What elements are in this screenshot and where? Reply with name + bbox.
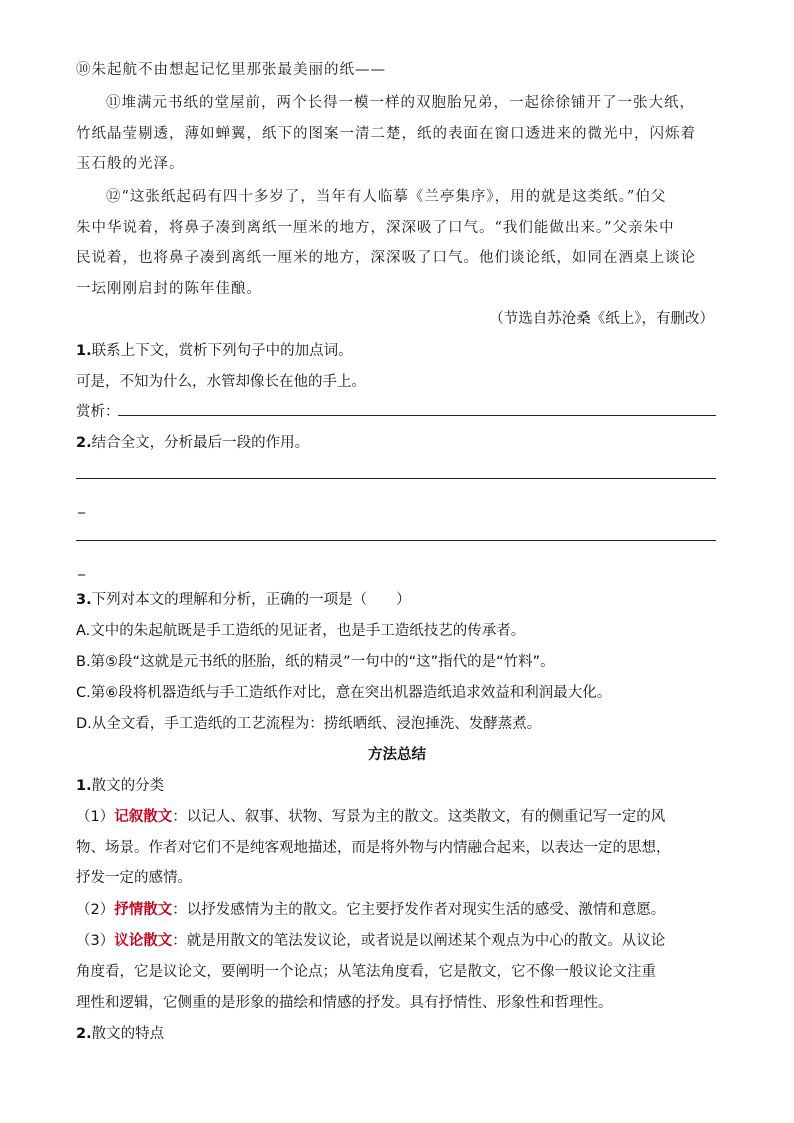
question-1-text: 联系上下文，赏析下列句子中的加点词。 (91, 343, 353, 359)
question-1-number: 1. (76, 343, 92, 359)
paragraph-11-line-2: 竹纸晶莹剔透，薄如蝉翼，纸下的图案一清二楚，纸的表面在窗口透进来的微光中，闪烁着 (76, 126, 696, 142)
source-citation: （节选自苏沧桑《纸上》，有删改） (489, 311, 714, 327)
narrative-prose-line-1 (76, 805, 665, 826)
paragraph-11-line-3: 玉石般的光泽。 (76, 156, 185, 172)
paragraph-11-line-1: ⑪堆满元书纸的堂屋前，两个长得一模一样的双胞胎兄弟，一起徐徐铺开了一张大纸， (106, 95, 695, 111)
narrative-prose-line-2: 物、场景。作者对它们不是纯客观地描述，而是将外物与内情融合起来，以表达一定的思想， (76, 840, 671, 856)
question-3-number: 3. (76, 592, 92, 608)
argumentative-prose-line-1 (76, 929, 665, 950)
lyrical-prose-prefix: （2） (76, 902, 115, 918)
summary-item-1-text: 散文的分类 (91, 778, 165, 794)
narrative-prose-prefix: （1） (76, 809, 115, 825)
lyrical-prose-desc: ：以抒发感情为主的散文。它主要抒发作者对现实生活的感受、激情和意愿。 (172, 902, 666, 918)
argumentative-prose-term: 议论散文 (114, 933, 173, 949)
argumentative-prose-desc-1: ：就是用散文的笔法发议论，或者说是以阐述某个观点为中心的散文。从议论 (172, 933, 666, 949)
summary-title: 方法总结 (368, 747, 426, 763)
answer-dash-1: _ (78, 498, 85, 514)
question-1 (76, 339, 353, 360)
question-2-answer-line-1[interactable] (76, 478, 716, 479)
paragraph-12-line-4: 一坛刚刚启封的陈年佳酿。 (76, 281, 262, 297)
question-2-answer-line-2[interactable] (76, 540, 716, 541)
argumentative-prose-line-3: 理性和逻辑，它侧重的是形象的描绘和情感的抒发。具有抒情性、形象性和哲理性。 (76, 995, 613, 1011)
summary-item-1-number: 1. (76, 778, 92, 794)
summary-item-2-number: 2. (76, 1026, 92, 1042)
narrative-prose-term: 记叙散文 (114, 809, 173, 825)
narrative-prose-desc-1: ：以记人、叙事、状物、写景为主的散文。这类散文，有的侧重记写一定的风 (172, 809, 666, 825)
lyrical-prose-line-1 (76, 898, 665, 919)
answer-dash-2: _ (78, 560, 85, 576)
option-b: B.第⑤段“这就是元书纸的胚胎，纸的精灵”一句中的“这”指代的是“竹料”。 (76, 654, 555, 670)
paragraph-12-line-1: ⑫“这张纸起码有四十多岁了，当年有人临摹《兰亭集序》，用的就是这类纸。”伯父 (106, 189, 667, 205)
question-1-sentence: 可是，不知为什么，水管却像长在他的手上。 (76, 374, 366, 390)
summary-item-2 (76, 1022, 164, 1043)
narrative-prose-line-3: 抒发一定的感情。 (76, 870, 192, 886)
question-1-answer-label: 赏析： (76, 404, 120, 420)
paragraph-12-line-3: 民说着，也将鼻子凑到离纸一厘米的地方，深深吸了口气。他们谈论纸，如同在酒桌上谈论 (76, 250, 696, 266)
summary-item-2-text: 散文的特点 (91, 1026, 165, 1042)
option-c: C.第⑥段将机器造纸与手工造纸作对比，意在突出机器造纸追求效益和利润最大化。 (76, 685, 612, 701)
argumentative-prose-prefix: （3） (76, 933, 115, 949)
option-d: D.从全文看，手工造纸的工艺流程为：捞纸晒纸、浸泡捶洗、发酵蒸煮。 (76, 716, 542, 732)
lyrical-prose-term: 抒情散文 (114, 902, 173, 918)
paragraph-12-line-2: 朱中华说着，将鼻子凑到离纸一厘米的地方，深深吸了口气。“我们能做出来。”父亲朱中 (76, 220, 675, 236)
summary-item-1 (76, 774, 164, 795)
question-1-answer-line[interactable] (118, 415, 716, 416)
question-2-number: 2. (76, 435, 92, 451)
option-a: A.文中的朱起航既是手工造纸的见证者，也是手工造纸技艺的传承者。 (76, 623, 526, 639)
paragraph-10: ⑩朱起航不由想起记忆里那张最美丽的纸—— (76, 62, 386, 78)
argumentative-prose-line-2: 角度看，它是议论文，要阐明一个论点；从笔法角度看，它是散文，它不像一般议论文注重 (76, 964, 656, 980)
question-2 (76, 431, 309, 452)
question-3 (76, 588, 411, 609)
question-3-text: 下列对本文的理解和分析，正确的一项是（ ） (91, 592, 411, 608)
question-2-text: 结合全文，分析最后一段的作用。 (91, 435, 310, 451)
